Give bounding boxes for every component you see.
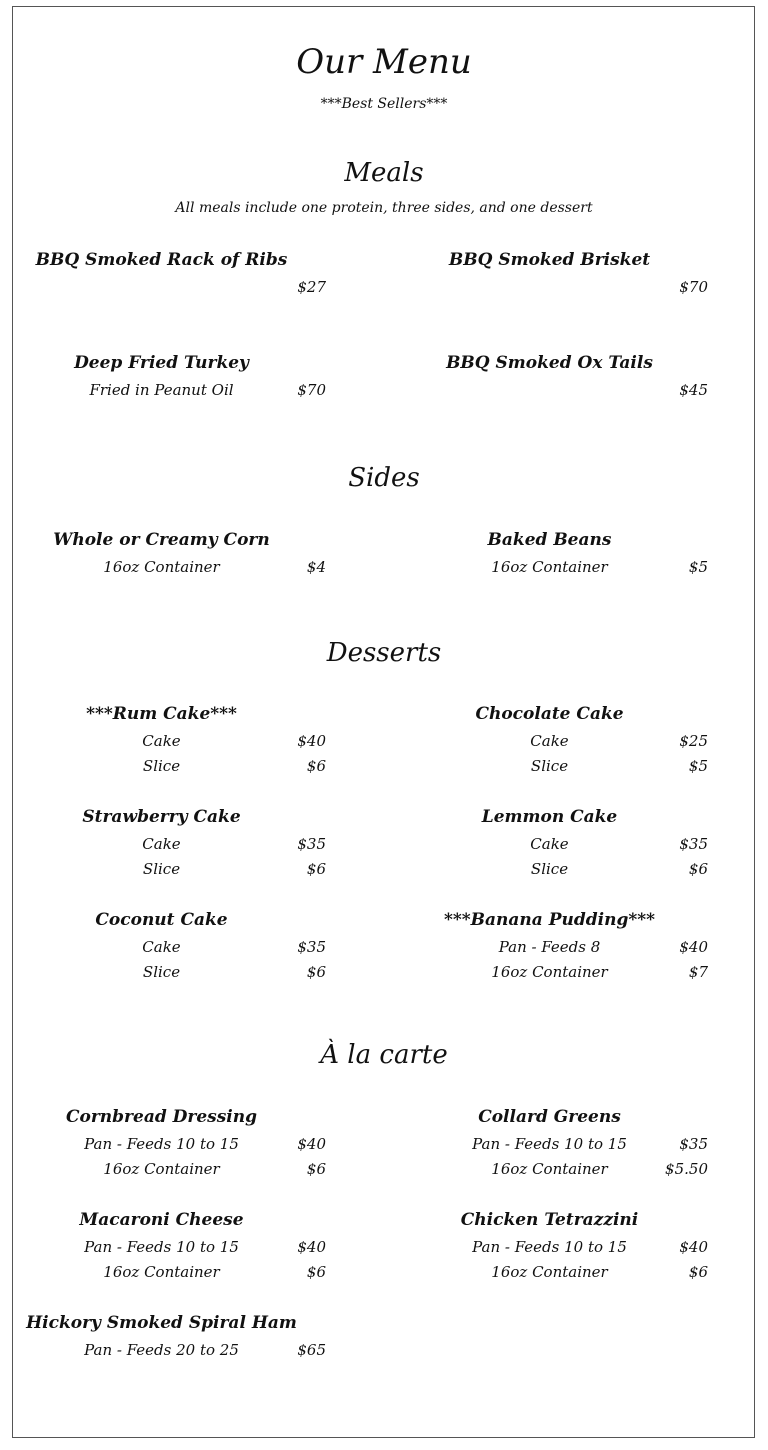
option-price: $40	[679, 938, 708, 956]
item-option	[388, 381, 718, 403]
option-price: $6	[306, 1160, 326, 1178]
item-option	[388, 1160, 718, 1182]
item-option	[388, 938, 718, 960]
item-name: Baked Beans	[487, 530, 612, 550]
option-price: $70	[297, 381, 326, 399]
item-option	[0, 1160, 330, 1182]
option-price: $35	[297, 938, 326, 956]
option-price: $5	[688, 558, 708, 576]
option-label: Cake	[142, 732, 181, 750]
menu-item	[0, 807, 330, 897]
option-price: $5.50	[665, 1160, 708, 1178]
item-name: Deep Fried Turkey	[74, 353, 249, 373]
item-option	[388, 558, 718, 580]
section-note-meals: All meals include one protein, three sides, and one dessert	[175, 200, 593, 216]
option-label: Slice	[530, 860, 569, 878]
menu-item	[388, 807, 718, 897]
option-label: Slice	[530, 757, 569, 775]
item-name: Lemmon Cake	[481, 807, 618, 827]
item-name: Collard Greens	[478, 1107, 621, 1127]
menu-item	[388, 1107, 718, 1197]
option-price: $6	[306, 1263, 326, 1281]
section-title-meals: Meals	[344, 158, 424, 188]
option-label: Pan - Feeds 10 to 15	[84, 1135, 239, 1153]
option-price: $6	[688, 860, 708, 878]
option-price: $40	[297, 1135, 326, 1153]
option-price: $6	[306, 860, 326, 878]
item-option	[0, 278, 330, 300]
menu-item	[0, 704, 330, 794]
option-price: $35	[297, 835, 326, 853]
menu-item	[0, 910, 330, 1000]
item-name: BBQ Smoked Ox Tails	[446, 353, 653, 373]
menu-item	[0, 353, 330, 443]
option-price: $4	[306, 558, 326, 576]
option-label: Pan - Feeds 8	[498, 938, 601, 956]
item-option	[0, 963, 330, 985]
option-price: $45	[679, 381, 708, 399]
item-option	[388, 1238, 718, 1260]
item-option	[388, 1263, 718, 1285]
option-price: $5	[688, 757, 708, 775]
option-label: 16oz Container	[103, 558, 220, 576]
menu-item	[388, 353, 718, 443]
menu-item	[388, 530, 718, 620]
menu-title: Our Menu	[296, 42, 472, 82]
option-label: Slice	[142, 963, 181, 981]
menu-item	[388, 910, 718, 1000]
item-option	[0, 835, 330, 857]
item-name: Macaroni Cheese	[79, 1210, 244, 1230]
item-option	[388, 278, 718, 300]
option-price: $6	[306, 963, 326, 981]
option-label: 16oz Container	[491, 558, 608, 576]
item-name: Chicken Tetrazzini	[460, 1210, 639, 1230]
item-name: Chocolate Cake	[475, 704, 624, 724]
item-name: Strawberry Cake	[82, 807, 241, 827]
option-label: 16oz Container	[491, 1263, 608, 1281]
option-label: Pan - Feeds 10 to 15	[472, 1238, 627, 1256]
option-price: $27	[297, 278, 326, 296]
item-option	[0, 1238, 330, 1260]
option-label: 16oz Container	[103, 1160, 220, 1178]
option-price: $35	[679, 835, 708, 853]
item-name: Cornbread Dressing	[65, 1107, 258, 1127]
item-option	[388, 835, 718, 857]
item-option	[0, 757, 330, 779]
item-name: Coconut Cake	[95, 910, 228, 930]
item-option	[388, 757, 718, 779]
section-title-sides: Sides	[348, 463, 420, 493]
item-option	[388, 1135, 718, 1157]
option-price: $7	[688, 963, 708, 981]
menu-subtitle: ***Best Sellers***	[320, 96, 448, 112]
option-price: $65	[297, 1341, 326, 1359]
item-name: ***Rum Cake***	[86, 704, 237, 724]
option-label: Cake	[142, 835, 181, 853]
item-option	[0, 860, 330, 882]
item-option	[0, 1263, 330, 1285]
item-option	[0, 732, 330, 754]
item-name: Whole or Creamy Corn	[53, 530, 270, 550]
item-name: ***Banana Pudding***	[443, 910, 655, 930]
option-label: Fried in Peanut Oil	[89, 381, 234, 399]
item-name: BBQ Smoked Brisket	[448, 250, 651, 270]
item-option	[0, 1135, 330, 1157]
option-label: Slice	[142, 757, 181, 775]
menu-item	[0, 1107, 330, 1197]
item-option	[0, 381, 330, 403]
option-label: Cake	[530, 732, 569, 750]
item-option	[0, 1341, 330, 1363]
option-label: Cake	[142, 938, 181, 956]
option-label: 16oz Container	[103, 1263, 220, 1281]
menu-item	[388, 1210, 718, 1300]
option-label: Slice	[142, 860, 181, 878]
menu-item	[0, 250, 330, 340]
section-title-desserts: Desserts	[326, 638, 442, 668]
option-price: $6	[688, 1263, 708, 1281]
menu-item	[0, 530, 330, 620]
option-price: $40	[679, 1238, 708, 1256]
option-price: $35	[679, 1135, 708, 1153]
option-price: $25	[679, 732, 708, 750]
option-label: 16oz Container	[491, 963, 608, 981]
option-price: $40	[297, 1238, 326, 1256]
option-price: $6	[306, 757, 326, 775]
option-label: Pan - Feeds 20 to 25	[84, 1341, 239, 1359]
menu-item	[388, 250, 718, 340]
menu-item	[0, 1210, 330, 1300]
item-option	[388, 860, 718, 882]
option-label: Pan - Feeds 10 to 15	[84, 1238, 239, 1256]
option-label: Pan - Feeds 10 to 15	[472, 1135, 627, 1153]
item-name: BBQ Smoked Rack of Ribs	[35, 250, 288, 270]
item-option	[0, 938, 330, 960]
item-option	[0, 558, 330, 580]
menu-item	[388, 704, 718, 794]
option-price: $40	[297, 732, 326, 750]
item-name: Hickory Smoked Spiral Ham	[26, 1313, 297, 1333]
option-label: Cake	[530, 835, 569, 853]
section-title-a-la-carte: À la carte	[320, 1040, 448, 1070]
item-option	[388, 963, 718, 985]
option-price: $70	[679, 278, 708, 296]
item-option	[388, 732, 718, 754]
option-label: 16oz Container	[491, 1160, 608, 1178]
menu-item	[0, 1313, 330, 1403]
